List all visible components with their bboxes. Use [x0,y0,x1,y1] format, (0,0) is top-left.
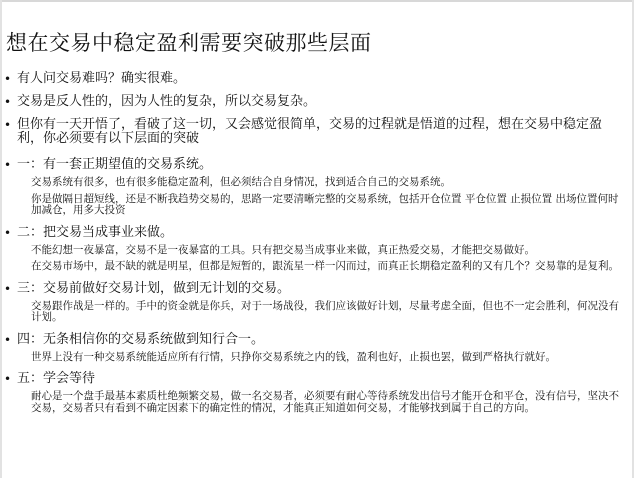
intro-bullet-3: • 但你有一天开悟了，看破了这一切，又会感觉很简单，交易的过程就是悟道的过程，想在交易中稳定盈利，你必须要有以下层面的突破 [0,118,634,146]
intro-bullet-2: • 交易是反人性的，因为人性的复杂，所以交易复杂。 [0,95,634,109]
section-1-detail-2: 你是做隔日超短线，还是不断我趋势交易的，思路一定要清晰完整的交易系统，包括开仓位置 平仓位置 止损位置 出场位置何时加减仓，用多大投资 [31,192,619,216]
intro-bullet-1: • 有人问交易难吗？确实很难。 [0,72,634,86]
slide-content [0,72,634,414]
section-3-heading: • 三：交易前做好交易计划，做到无计划的交易。 [0,282,634,296]
slide-title: 想在交易中稳定盈利需要突破那些层面 [6,31,372,55]
section-1-detail-1: 交易系统有很多，也有很多能稳定盈利，但必须结合自身情况，找到适合自己的交易系统。 [31,176,451,188]
section-4-detail-1: 世界上没有一种交易系统能适应所有行情，只挣你交易系统之内的钱，盈利也好，止损也罢，做到严格执行就好。 [31,350,556,363]
section-3-detail-1: 交易跟作战是一样的。手中的资金就是你兵，对于一场战役，我们应该做好计划，尽量考虑全面，但也不一定会胜利，何况没有计划。 [31,299,619,323]
section-5-heading: • 五：学会等待 [0,372,634,386]
section-4-heading: • 四：无条相信你的交易系统做到知行合一。 [0,333,634,347]
section-2-detail-1: 不能幻想一夜暴富，交易不是一夜暴富的工具。只有把交易当成事业来做，真正热爱交易，才能把交易做好。 [31,243,535,256]
section-2-detail-2: 在交易市场中，最不缺的就是明星，但都是短暂的，跟流星一样一闪而过，而真正长期稳定盈利的又有几个？交易靠的是复利。 [31,260,619,272]
section-5-detail-1: 耐心是一个盘手最基本素质杜绝频繁交易，做一名交易者，必须要有耐心等待系统发出信号才能开仓和平仓，没有信号，坚决不交易，交易者只有看到不确定因素下的确定性的情况，才能真正知道如何交易，才能够找到属于自己的方向。 [31,390,619,414]
section-2-heading: • 二：把交易当成事业来做。 [0,226,634,240]
section-1-heading: • 一：有一套正期望值的交易系统。 [0,158,634,172]
slide-top-border [0,0,634,2]
